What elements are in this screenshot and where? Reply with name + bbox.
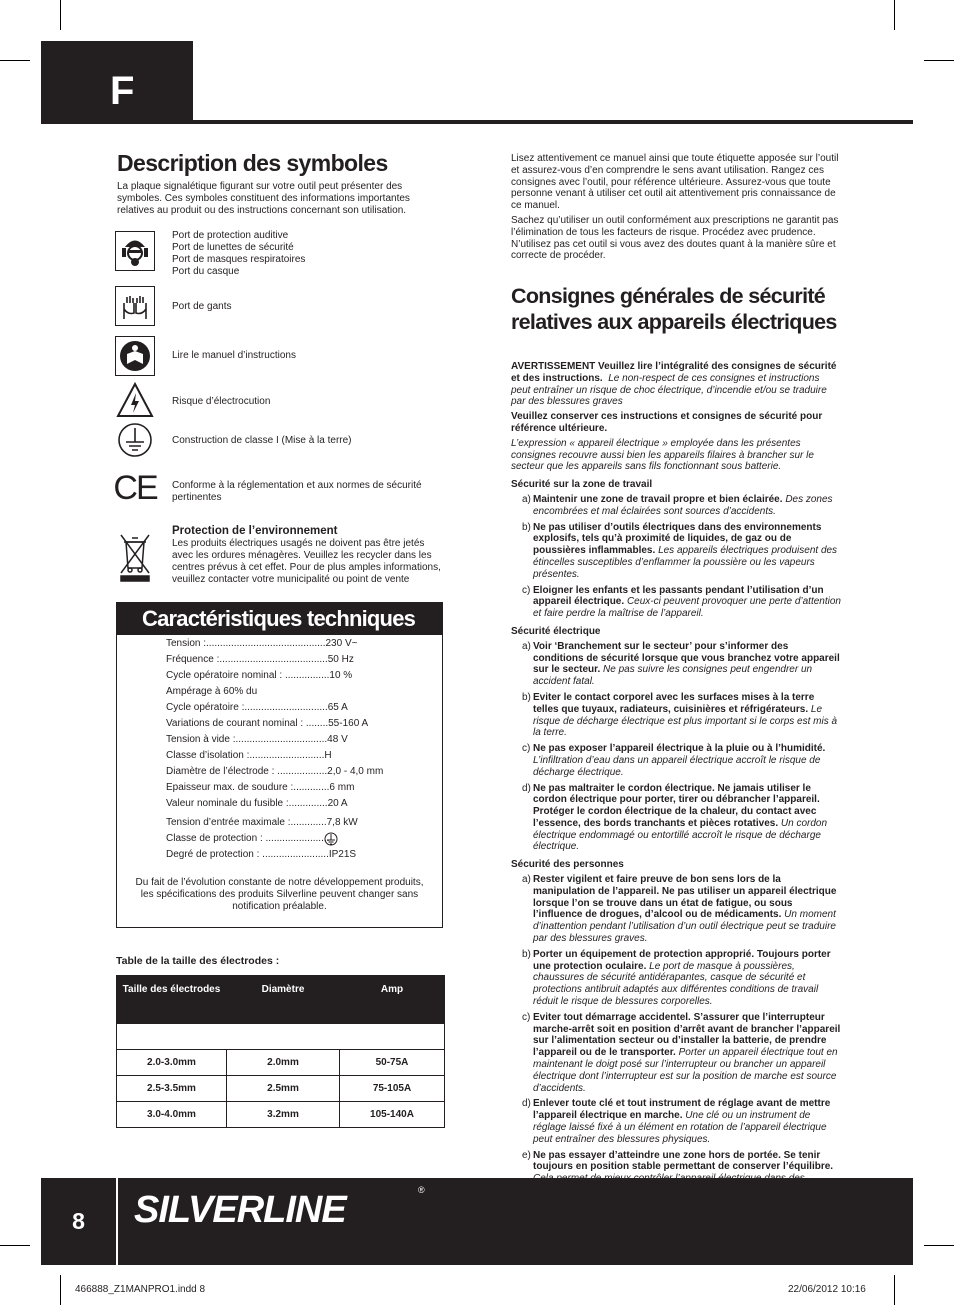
table-cell: 2.0-3.0mm	[117, 1050, 227, 1076]
intro-paragraph: Sachez qu’utiliser un outil conformément aux prescriptions ne garantit pas l’élimination de tous les facteurs de risque. Procédez avec prudence. N’utilisez pas cet outil si vous avez des doutes quant à la manière sûre et correcte de procéder.	[511, 214, 839, 262]
warning-paragraph	[511, 361, 841, 408]
item-explanation: Une clé ou un instrument de réglage laissé fixé à un élément en rotation de l’appareil électrique peut entraîner des blessures physiques.	[533, 1110, 827, 1145]
spec-line: Tension d’entrée maximale :.............7,8 kW	[166, 817, 358, 828]
page-number: 8	[72, 1208, 85, 1234]
symbol-earth-text: Construction de classe I (Mise à la terre)	[172, 435, 352, 446]
table-cell: 105-140A	[340, 1102, 445, 1128]
spec-line: Cycle opératoire :..............................65 A	[166, 702, 348, 713]
ce-icon: CE	[113, 468, 157, 507]
safety-sections	[511, 479, 841, 1197]
right-intro	[511, 153, 841, 265]
item-explanation: Porter un appareil électrique tout en maintenant le doigt posé sur l’interrupteur ou brancher un appareil électrique dont l’interrupteur est sur la position de marche est source d’accidents.	[533, 1047, 838, 1094]
table-row	[117, 1102, 445, 1128]
item-explanation: Ceux-ci peuvent provoquer une perte d’attention et faire perdre la maîtrise de l’appareil.	[533, 596, 841, 620]
spec-line: Classe d’isolation :...........................H	[166, 750, 332, 761]
spec-line: Valeur nominale du fusible :..............20 A	[166, 798, 348, 809]
item-label: a)	[522, 874, 531, 886]
registered-mark: ®	[418, 1185, 425, 1195]
symbol-ppe-line: Port de lunettes de sécurité	[172, 242, 294, 253]
ppe-icon	[115, 231, 155, 271]
table-cell: 3.0-4.0mm	[117, 1102, 227, 1128]
table-cell: 2.0mm	[227, 1050, 340, 1076]
item-instruction: Ne pas maltraiter le cordon électrique. Ne jamais utiliser le cordon électrique pour porter, tirer ou débrancher l’appareil. Protéger le cordon électrique de la chaleur, du contact avec l’essence, des bords tranchants et pièces rotatives.	[533, 782, 820, 829]
item-instruction: Eloigner les enfants et les passants pendant l’utilisation d’un appareil électrique.	[533, 584, 824, 608]
specs-note: Du fait de l’évolution constante de notre développement produits, les spécifications des produits Silverline peuvent changer sans notification préalable.	[135, 877, 424, 912]
table-cell: 75-105A	[340, 1076, 445, 1102]
item-explanation: Un cordon électrique endommagé ou entortillé accroît le risque de décharge électrique.	[533, 817, 828, 853]
spec-line: Cycle opératoire nominal : ................10 %	[166, 670, 353, 681]
spec-line: Fréquence :.......................................50 Hz	[166, 654, 354, 665]
spec-line: Degré de protection : ........................IP21S	[166, 849, 357, 860]
electrode-col-size: Taille des électrodes	[117, 976, 227, 1024]
footer-divider	[116, 1178, 118, 1265]
item-explanation: Un moment d’inattention pendant l’utilisation d’un outil électrique peut se traduire par des blessures graves.	[533, 909, 836, 945]
spec-line: Epaisseur max. de soudure :.............6 mm	[166, 782, 355, 793]
item-instruction: Ne pas essayer d’atteindre une zone hors de portée. Se tenir toujours en position stable permettant de conserver l’équilibre.	[533, 1149, 834, 1173]
item-instruction: Maintenir une zone de travail propre et bien éclairée.	[533, 493, 783, 505]
list-item	[511, 874, 841, 945]
item-label: d)	[522, 782, 531, 794]
spec-line: Diamètre de l’électrode : ..................2,0 - 4,0 mm	[166, 766, 384, 777]
safety-body	[511, 361, 841, 1201]
list-item	[511, 949, 841, 1008]
item-label: b)	[522, 948, 531, 960]
intro-paragraph: Lisez attentivement ce manuel ainsi que toute étiquette apposée sur l’outil et assurez-vous d’en comprendre le sens avant utilisation. Rangez ces consignes avec l’outil, pour référence ultérieure. Assurez-vous que toute personne venant à utiliser cet outil ait attentivement pris connaissance de ce manuel.	[511, 153, 839, 212]
list-item	[511, 522, 841, 581]
item-label: a)	[522, 640, 531, 652]
table-row	[117, 1050, 445, 1076]
item-explanation: Les appareils électriques produisent des étincelles susceptibles d’enflammer la poussière ou les vapeurs présentes.	[533, 545, 838, 580]
electrode-table-title: Table de la taille des électrodes :	[116, 955, 280, 967]
table-row	[117, 1076, 445, 1102]
table-cell: 2.5mm	[227, 1076, 340, 1102]
specs-title: Caractéristiques techniques	[142, 606, 416, 631]
symbol-ce-text: Conforme à la réglementation et aux normes de sécurité pertinentes	[172, 480, 422, 503]
table-cell: 50-75A	[340, 1050, 445, 1076]
item-explanation: Le risque de décharge électrique est plus important si le corps est mis à la terre.	[533, 703, 838, 739]
list-item	[511, 692, 841, 739]
earth-icon	[115, 420, 155, 460]
list-item	[511, 743, 841, 778]
electrode-table	[116, 975, 445, 1128]
item-label: b)	[522, 521, 531, 533]
item-explanation: Ne pas suivre les consignes peut engendrer un accident fatal.	[533, 664, 813, 688]
environment-title: Protection de l’environnement	[172, 525, 338, 537]
electrocution-icon	[115, 380, 155, 420]
spec-line: Classe de protection : .......................	[166, 833, 330, 844]
item-instruction: Rester vigilent et faire preuve de bon sens lors de la manipulation de l’appareil. Ne pas utiliser un appareil électrique lorsque l’on se trouve dans un état de fatigue, ou sous l’influence de drogues, d’alcool ou de médicaments.	[533, 874, 837, 921]
item-label: c)	[522, 1011, 531, 1023]
symbols-intro: La plaque signalétique figurant sur votre outil peut présenter des symboles. Ces symboles constituent des informations importantes relatives au produit ou des instructions concernant son utilisation.	[117, 181, 410, 216]
item-instruction: Ne pas exposer l’appareil électrique à la pluie ou à l’humidité.	[533, 743, 826, 755]
item-label: c)	[522, 743, 531, 755]
section-subtitle: Sécurité électrique	[511, 625, 601, 637]
electrode-col-amp: Amp	[340, 976, 445, 1024]
item-instruction: Eviter tout démarrage accidentel. S’assurer que l’interrupteur marche-arrêt soit en position d’arrêt avant de brancher l’appareil sur l’alimentation secteur ou d’installer la batterie, de prendre l’appareil ou de le transporter.	[533, 1011, 841, 1059]
earth-small-icon	[324, 832, 338, 846]
list-item	[511, 1098, 841, 1145]
item-explanation: Des zones encombrées et mal éclairées sont sources d’accidents.	[533, 493, 833, 517]
table-cell: 2.5-3.5mm	[117, 1076, 227, 1102]
list-item	[511, 494, 841, 518]
weee-bin-icon	[115, 532, 155, 582]
item-label: e)	[522, 1149, 531, 1161]
item-explanation: L’infiltration d’eau dans un appareil électrique accroît le risque de décharge électrique.	[533, 754, 821, 778]
table-cell: 3.2mm	[227, 1102, 340, 1128]
expression-note: L’expression « appareil électrique » employée dans les présentes consignes recouvre aussi bien les appareils filaires à brancher sur le secteur que les appareils sans fils fonctionnant sous batterie.	[511, 437, 814, 473]
electrode-col-diameter: Diamètre	[227, 976, 340, 1024]
item-instruction: Voir ‘Branchement sur le secteur’ pour s’informer des conditions de sécurité lorsque que vous branchez votre appareil sur le secteur.	[533, 640, 840, 676]
spec-line: Tension à vide :.................................48 V	[166, 734, 348, 745]
list-item	[511, 585, 841, 620]
item-label: d)	[522, 1098, 531, 1110]
item-instruction: Enlever toute clé et tout instrument de réglage avant de mettre l’appareil électrique en marche.	[533, 1098, 831, 1122]
header-rule	[193, 120, 913, 124]
list-item	[511, 783, 841, 854]
symbol-manual-text: Lire le manuel d’instructions	[172, 350, 296, 361]
spec-line: Tension :...........................................230 V~	[166, 638, 358, 649]
specs-header	[116, 602, 443, 635]
imprint-date: 22/06/2012 10:16	[788, 1284, 866, 1295]
item-instruction: Porter un équipement de protection approprié. Toujours porter une protection oculaire.	[533, 948, 831, 972]
section-subtitle: Sécurité sur la zone de travail	[511, 479, 653, 491]
silverline-logo: SILVERLINE	[134, 1189, 346, 1231]
gloves-icon	[115, 286, 155, 326]
warning-bold: AVERTISSEMENT Veuillez lire l’intégralité des consignes de sécurité et des instructions.	[511, 361, 837, 384]
spec-line: Variations de courant nominal : ........55-160 A	[166, 718, 369, 729]
symbol-gloves-text: Port de gants	[172, 301, 232, 312]
symbol-ppe-line: Port du casque	[172, 266, 240, 277]
item-instruction: Eviter le contact corporel avec les surfaces mises à la terre telles que tuyaux, radiateurs, cuisinières et réfrigérateurs.	[533, 691, 815, 715]
section-subtitle: Sécurité des personnes	[511, 859, 624, 871]
item-instruction: Ne pas utiliser d’outils électriques dans des environnements explosifs, tels qu’à proximité de liquides, de gaz ou de poussières inflammables.	[533, 521, 822, 557]
safety-title: Consignes générales de sécurité relatives aux appareils électriques	[511, 284, 837, 334]
list-item	[511, 1012, 841, 1095]
symbol-ppe-line: Port de masques respiratoires	[172, 254, 306, 265]
keep-instructions: Veuillez conserver ces instructions et consignes de sécurité pour référence ultérieure.	[511, 411, 823, 434]
item-label: b)	[522, 691, 531, 703]
item-label: a)	[522, 493, 531, 505]
symbol-ppe-line: Port de protection auditive	[172, 230, 289, 241]
warning-italic: Le non-respect de ces consignes et instructions peut entraîner un risque de choc électrique, d’incendie et/ou se traduire par des blessures graves	[511, 372, 827, 408]
item-explanation: Le port de masque à poussières, chaussures de sécurité antidérapantes, casque de sécurité et protections antibruit adaptés aux différentes conditions de travail réduit le risque de blessures corporelles.	[533, 960, 819, 1008]
section-letter: F	[110, 69, 135, 113]
list-item	[511, 641, 841, 688]
imprint-file: 466888_Z1MANPRO1.indd 8	[75, 1284, 206, 1295]
symbol-electrocution-text: Risque d’électrocution	[172, 396, 271, 407]
symbols-title: Description des symboles	[117, 150, 388, 176]
manual-icon	[115, 336, 155, 376]
item-label: c)	[522, 584, 531, 596]
spec-line: Ampérage à 60% du	[166, 686, 258, 697]
environment-text: Les produits électriques usagés ne doivent pas être jetés avec les ordures ménagères. Veuillez les recycler dans les centres prévus à cet effet. Pour de plus amples informations, veuillez contacter votre municipalité ou point de vente	[172, 538, 441, 585]
